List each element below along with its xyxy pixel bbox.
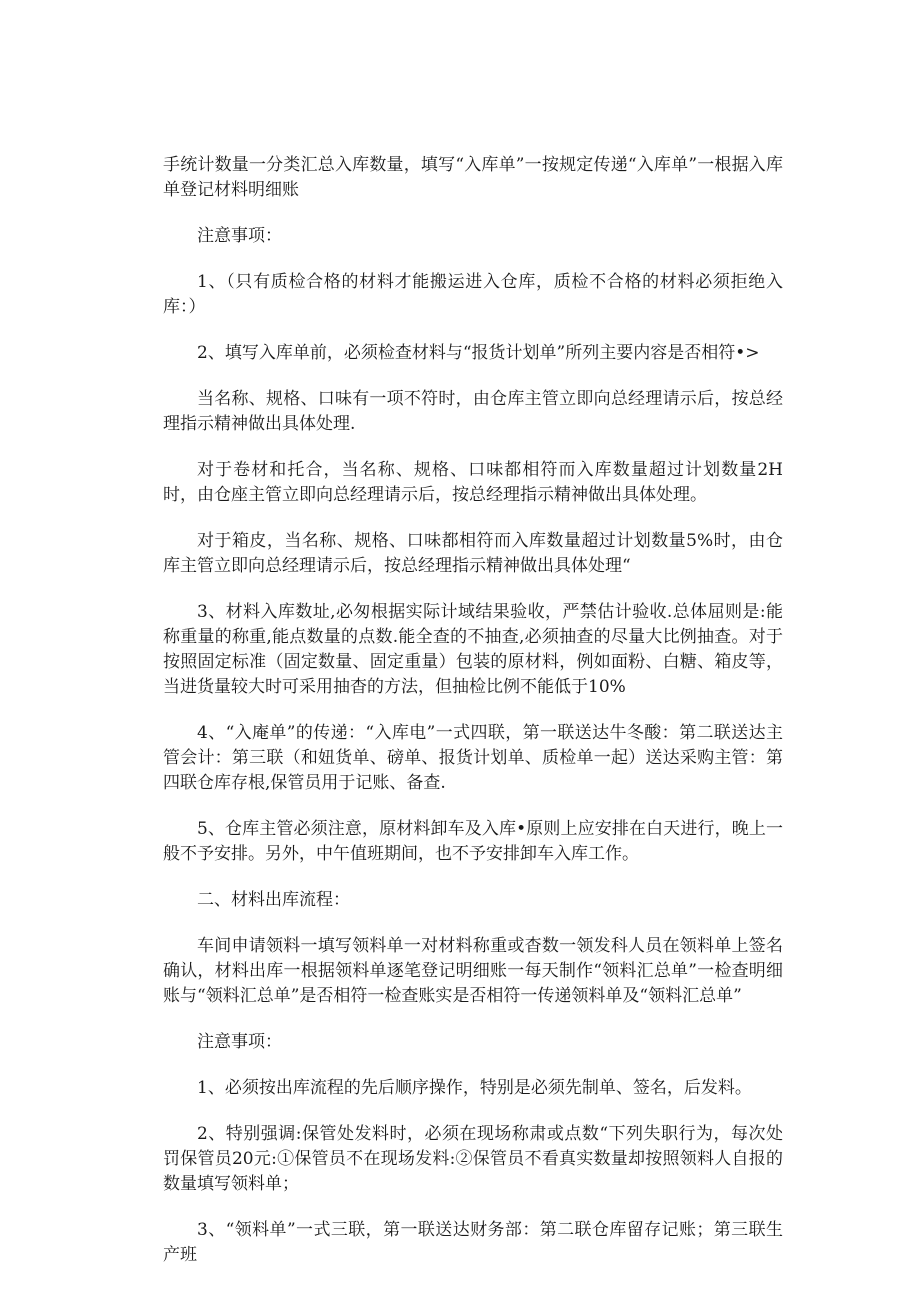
- paragraph-intro: 手统计数量一分类汇总入库数量，填写“入库单”一按规定传递“入库单”一根据入库单登记材料明细账: [163, 155, 783, 200]
- section-heading-outbound: 二、材料出库流程：: [197, 890, 350, 910]
- paragraph-outbound-note-2: 2、特别强调:保管处发料时，必须在现场称肃或点数“下列失职行为，每次处罚保管员20元:①保管员不在现场发料:②保管员不看真实数量却按照领料人自报的数量填写领料单；: [163, 1124, 783, 1194]
- paragraph-outbound-flow: 车间申请领料一填写领料单一对材料称重或杳数一领发科人员在领料单上签名确认，材料出库一根据领料单逐笔登记明细账一每天制作“领料汇总单”一检查明细账与“领料汇总单”是否相符一检查账实是否相符一传递领料单及“领料汇总单”: [163, 936, 783, 1006]
- paragraph-mismatch-rule: 当名称、规格、口味有一项不符时，由仓库主管立即向总经理请示后，按总经理指示精神做出具体处理.: [163, 389, 783, 434]
- paragraph-inbound-note-4: 4、“入庵单”的传递：“入库电”一式四联，第一联送达牛冬酸：第二联送达主管会计：第三联（和妞货单、磅单、报货计划单、质检单一起）送达采购主管：第四联仓库存根,保管员用于记账、备查.: [163, 723, 783, 793]
- paragraph-inbound-note-1: 1、（只有质检合格的材料才能搬运进入仓库，质检不合格的材料必须拒绝入库：）: [163, 272, 783, 317]
- document-body: [163, 153, 783, 1289]
- paragraph-roll-material-rule: 对于卷材和托合，当名称、规格、口味都相符而入库数量超过计划数量2H时，由仓座主管立即向总经理请示后，按总经理指示精神做出具体处理。: [163, 460, 783, 505]
- paragraph-notes-heading-1: 注意事项：: [197, 226, 282, 246]
- paragraph-outbound-note-1: 1、必须按出库流程的先后顺序操作，特别是必须先制单、签名，后发料。: [197, 1078, 752, 1098]
- paragraph-inbound-note-5: 5、仓库主管必须注意，原材料卸车及入库•原则上应安排在白天进行，晚上一般不予安排。另外，中午值班期间，也不予安排卸车入库工作。: [163, 819, 783, 864]
- paragraph-inbound-note-3: 3、材料入库数址,必匆根据实际计域结果验收，严禁估计验收.总体屈则是:能称重量的称重,能点数量的点数.能全查的不抽查,必须抽查的尽量大比例抽查。对于按照固定标准（固定数量、固定重量）包装的原材料，例如面粉、白糖、箱皮等，当进货量较大时可采用抽杳的方法，但抽检比例不能低于10%: [163, 602, 783, 697]
- paragraph-inbound-note-2: 2、填写入库单前，必须检查材料与“报货计划单”所列主要内容是否相符•>: [197, 343, 760, 363]
- paragraph-outbound-note-3: 3、“领料单”一式三联，第一联送达财务部：第二联仓库留存记账；第三联生产班: [163, 1220, 783, 1265]
- paragraph-box-rule: 对于箱皮，当名称、规格、口味都相符而入库数量超过计划数量5%时，由仓库主管立即向总经理请示后，按总经理指示精神做出具体处理“: [163, 531, 783, 576]
- paragraph-notes-heading-2: 注意事项：: [197, 1032, 282, 1052]
